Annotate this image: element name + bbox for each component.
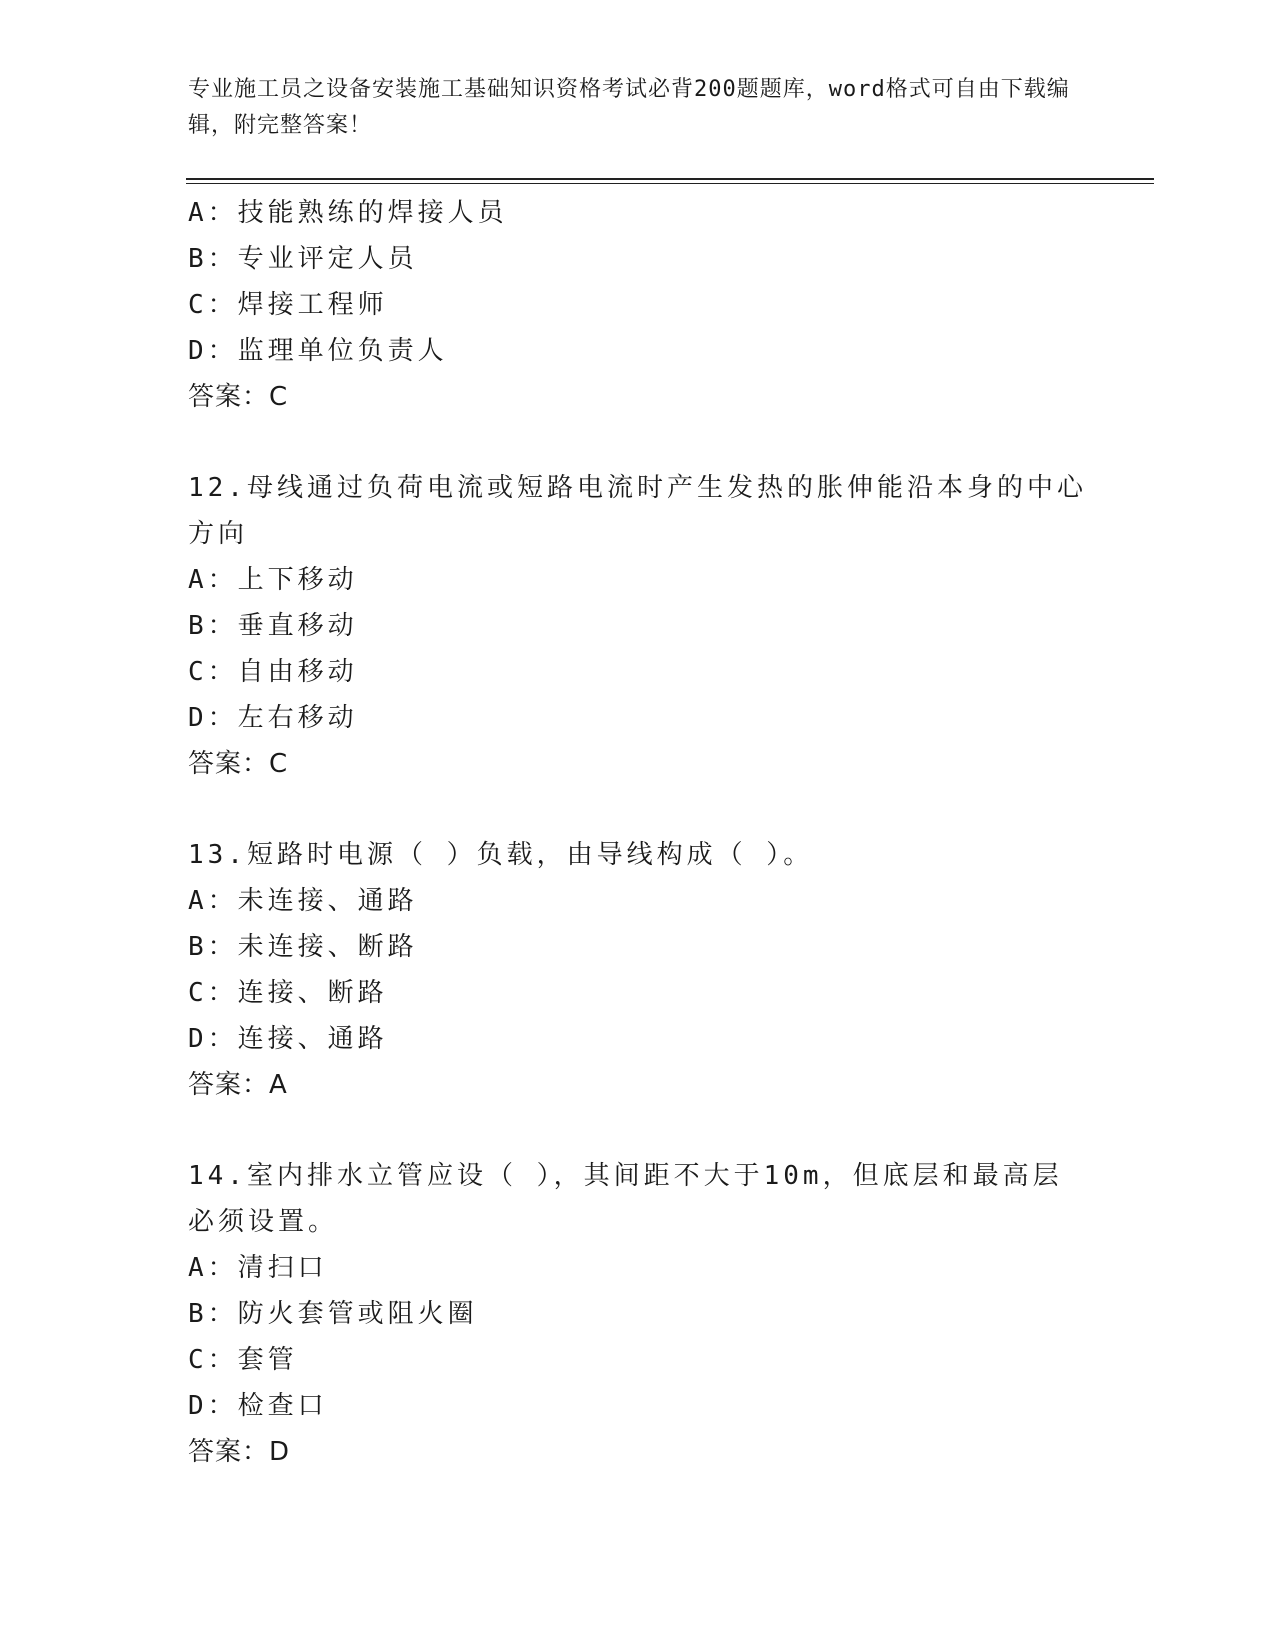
header-rule	[186, 178, 1154, 180]
option-d: D：左右移动	[188, 703, 358, 733]
option-d: D：监理单位负责人	[188, 336, 448, 366]
option-c: C：自由移动	[188, 657, 358, 687]
question-text: 13.短路时电源（ ）负载，由导线构成（ ）。	[188, 840, 814, 870]
question-block	[188, 190, 1088, 420]
question-block	[188, 465, 1088, 787]
answer-line: 答案：D	[188, 1437, 291, 1467]
answer-line: 答案：C	[188, 382, 289, 412]
option-b: B：防火套管或阻火圈	[188, 1299, 478, 1329]
question-text: 14.室内排水立管应设（ ），其间距不大于10m，但底层和最高层必须设置。	[188, 1161, 1063, 1237]
option-a: A：技能熟练的焊接人员	[188, 198, 508, 228]
answer-line: 答案：A	[188, 1070, 288, 1100]
option-c: C：套管	[188, 1345, 298, 1375]
option-d: D：检查口	[188, 1391, 328, 1421]
option-a: A：上下移动	[188, 565, 358, 595]
question-list	[188, 190, 1088, 1475]
option-c: C：焊接工程师	[188, 290, 388, 320]
question-block	[188, 832, 1088, 1108]
question-text: 12.母线通过负荷电流或短路电流时产生发热的胀伸能沿本身的中心方向	[188, 473, 1087, 549]
document-header: 专业施工员之设备安装施工基础知识资格考试必背200题题库，word格式可自由下载编辑，附完整答案！	[188, 77, 1070, 138]
question-block	[188, 1153, 1088, 1475]
option-b: B：未连接、断路	[188, 932, 418, 962]
option-b: B：专业评定人员	[188, 244, 418, 274]
option-c: C：连接、断路	[188, 978, 388, 1008]
answer-line: 答案：C	[188, 749, 289, 779]
header-rule-thin	[186, 183, 1154, 184]
option-a: A：清扫口	[188, 1253, 328, 1283]
option-b: B：垂直移动	[188, 611, 358, 641]
option-a: A：未连接、通路	[188, 886, 418, 916]
option-d: D：连接、通路	[188, 1024, 388, 1054]
